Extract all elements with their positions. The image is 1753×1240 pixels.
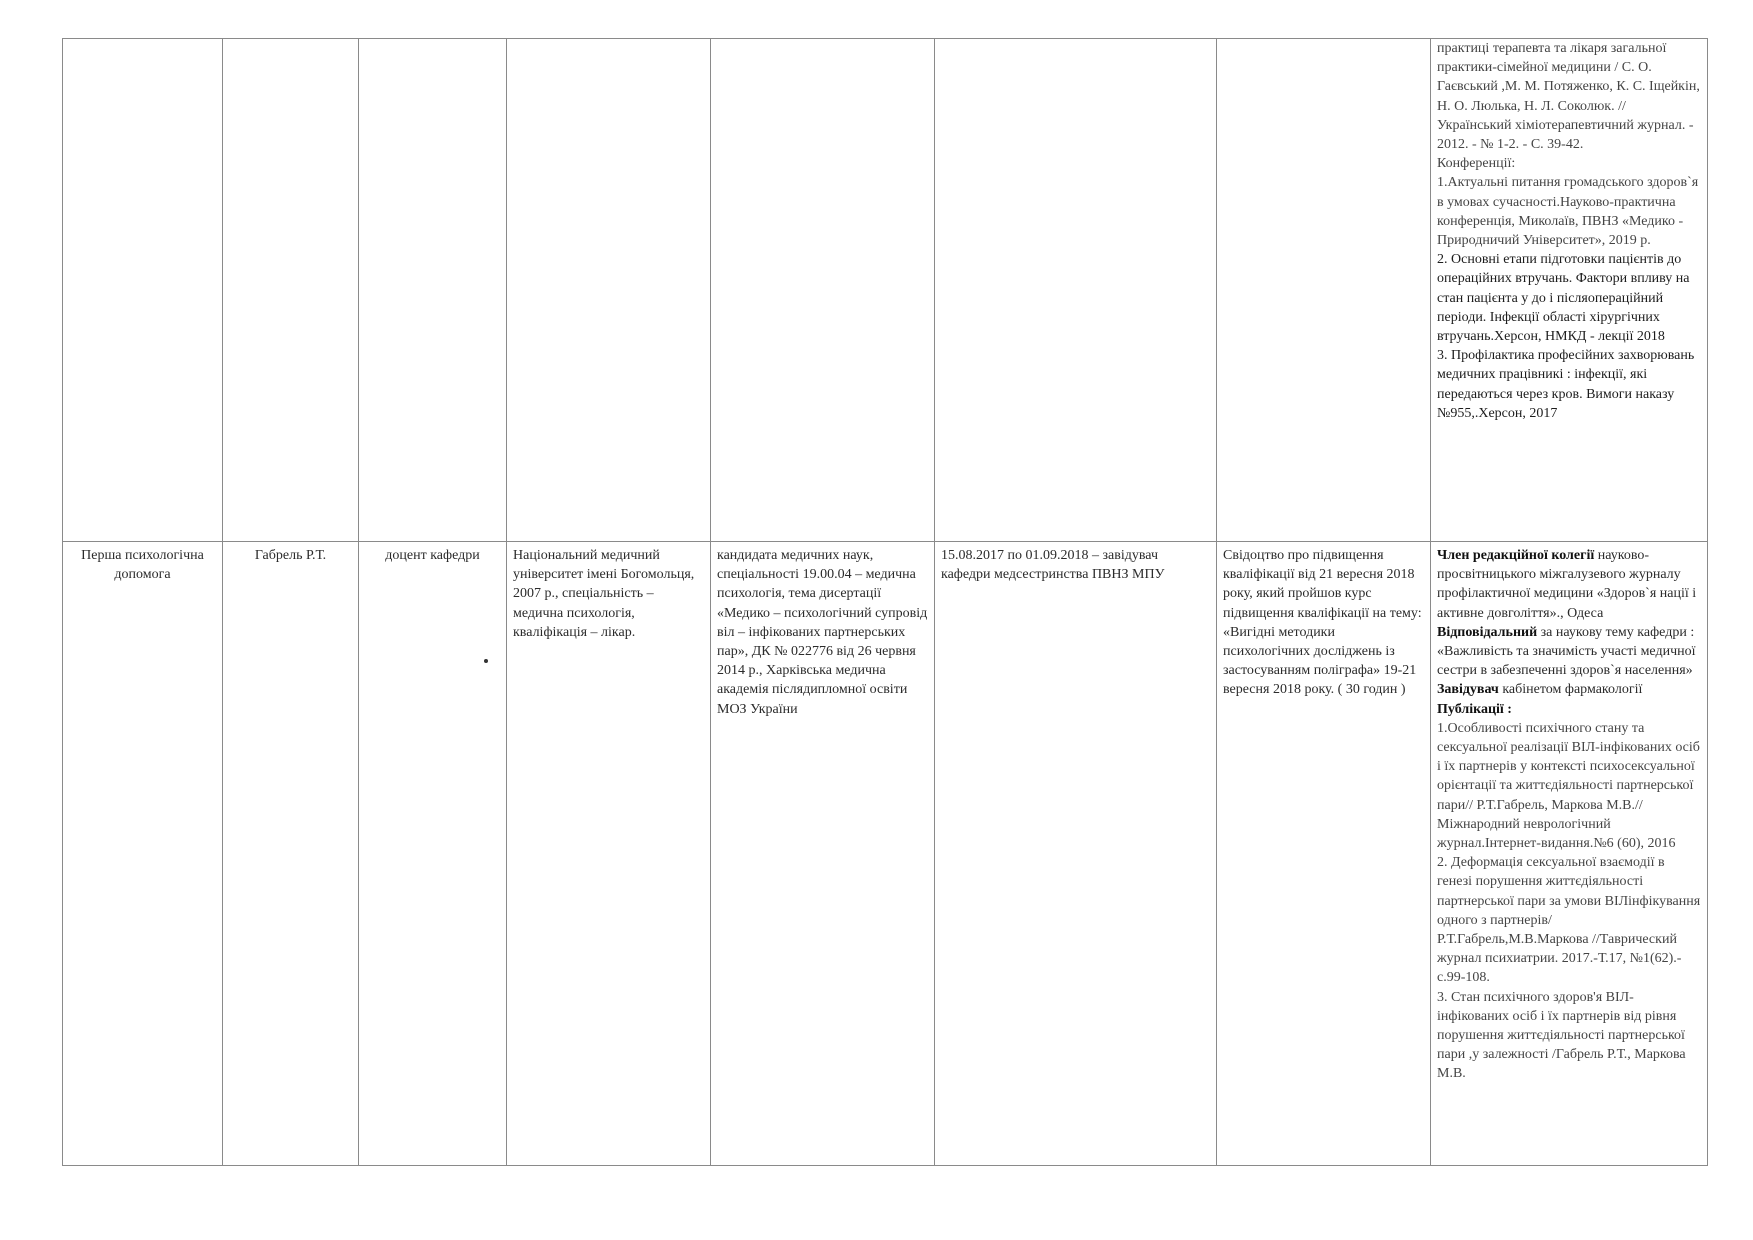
- conference-item: 3. Профілактика професійних захворювань медичних працівникі : інфекції, які передаються через кров. Вимоги наказу №955,.Херсон, 2017: [1437, 348, 1695, 421]
- table-row-continued: [63, 39, 1708, 542]
- publication-item: 1.Особливості психічного стану та сексуальної реалізації ВІЛ-інфікованих осіб і їх партнерів у контексті психосексуальної орієнтації та життєдіяльності партнерської пари// Р.Т.Габрель, Маркова М.В.// Міжнародний неврологічний журнал.Інтернет-видання.№6 (60), 2016: [1437, 720, 1700, 852]
- editorial-board-text: науково-просвітницького міжгалузевого журналу профілактичної медицини «Здоров`я нації і активне довголіття»., Одеса: [1437, 548, 1697, 621]
- position-cell: доцент кафедри: [359, 542, 507, 1166]
- editorial-board-label: Член редакційної колегії: [1437, 548, 1595, 563]
- cell-empty-position: [359, 39, 507, 542]
- editorial-board-line: [1437, 546, 1701, 623]
- cell-empty-qualification: [1217, 39, 1431, 542]
- education-cell: Національний медичний університет імені Богомольця, 2007 р., спеціальність – медична психологія, кваліфікація – лікар.: [507, 542, 711, 1166]
- responsible-line: [1437, 623, 1701, 681]
- head-label: Завідувач: [1437, 682, 1499, 698]
- staff-table: [62, 38, 1708, 1166]
- teacher-name-cell: Габрель Р.Т.: [223, 542, 359, 1166]
- table-row-main: [63, 542, 1708, 1166]
- conference-item: 2. Основні етапи підготовки пацієнтів до операційних втручань. Фактори впливу на стан пацієнта у до і післяопераційний періоди. Інфекції області хірургічних втручань.Херсон, НМКД - лекції 2018: [1437, 252, 1690, 345]
- publication-item: 3. Стан психічного здоров'я ВІЛ-інфікованих осіб і їх партнерів від рівня порушення життєдіяльності партнерської пари ,у залежності /Габрель Р.Т., Маркова М.В.: [1437, 989, 1686, 1082]
- activity-cell: [1431, 542, 1708, 1166]
- head-line: [1437, 680, 1701, 699]
- cell-empty-experience: [935, 39, 1217, 542]
- publications-tail: практиці терапевта та лікаря загальної практики-сімейної медицини / С. О. Гаєвський ,М. М. Потяженко, К. С. Іщейкін, Н. О. Люлька, Н. Л. Соколюк. // Український хіміотерапевтичний журнал. - 2012. - № 1-2. - С. 39-42.: [1437, 41, 1700, 153]
- discipline-cell: Перша психологічна допомога: [63, 542, 223, 1166]
- experience-cell: 15.08.2017 по 01.09.2018 – завідувач кафедри медсестринства ПВНЗ МПУ: [935, 542, 1217, 1166]
- head-text: кабінетом фармакології: [1498, 682, 1643, 698]
- degree-cell: кандидата медичних наук, спеціальності 19.00.04 – медична психологія, тема дисертації «Медико – психологічний супровід віл – інфікованих партнерських пар», ДК № 022776 від 26 червня 2014 р., Харківська медична академія післядипломної освіти МОЗ України: [711, 542, 935, 1166]
- conferences-label: Конференції:: [1437, 156, 1516, 172]
- publications-label: Публікації :: [1437, 701, 1512, 717]
- responsible-label: Відповідальний: [1437, 624, 1538, 640]
- cell-activity-continued: [1431, 39, 1708, 542]
- scan-speck: [484, 659, 488, 663]
- conference-item: 1.Актуальні питання громадського здоров`я в умовах сучасності.Науково-практична конференція, Миколаїв, ПВНЗ «Медико - Природничий Університет», 2019 р.: [1437, 175, 1699, 249]
- cell-empty-degree: [711, 39, 935, 542]
- publication-item: 2. Деформація сексуальної взаємодії в генезі порушення життєдіяльності партнерської пари за умови ВІЛінфікування одного з партнерів/Р.Т.Габрель,М.В.Маркова //Таврический журнал психиатрии. 2017.-Т.17, №1(62).-с.99-108.: [1437, 855, 1701, 986]
- cell-empty-discipline: [63, 39, 223, 542]
- cell-empty-education: [507, 39, 711, 542]
- responsible-text: за наукову тему кафедри : «Важливість та значимість участі медичної сестри в забезпеченні здоров`я населення»: [1437, 624, 1696, 679]
- cell-empty-name: [223, 39, 359, 542]
- qualification-cell: Свідоцтво про підвищення кваліфікації від 21 вересня 2018 року, який пройшов курс підвищення кваліфікації на тему: «Вигідні методики психологічних досліджень із застосуванням поліграфа» 19-21 вересня 2018 року. ( 30 годин ): [1217, 542, 1431, 1166]
